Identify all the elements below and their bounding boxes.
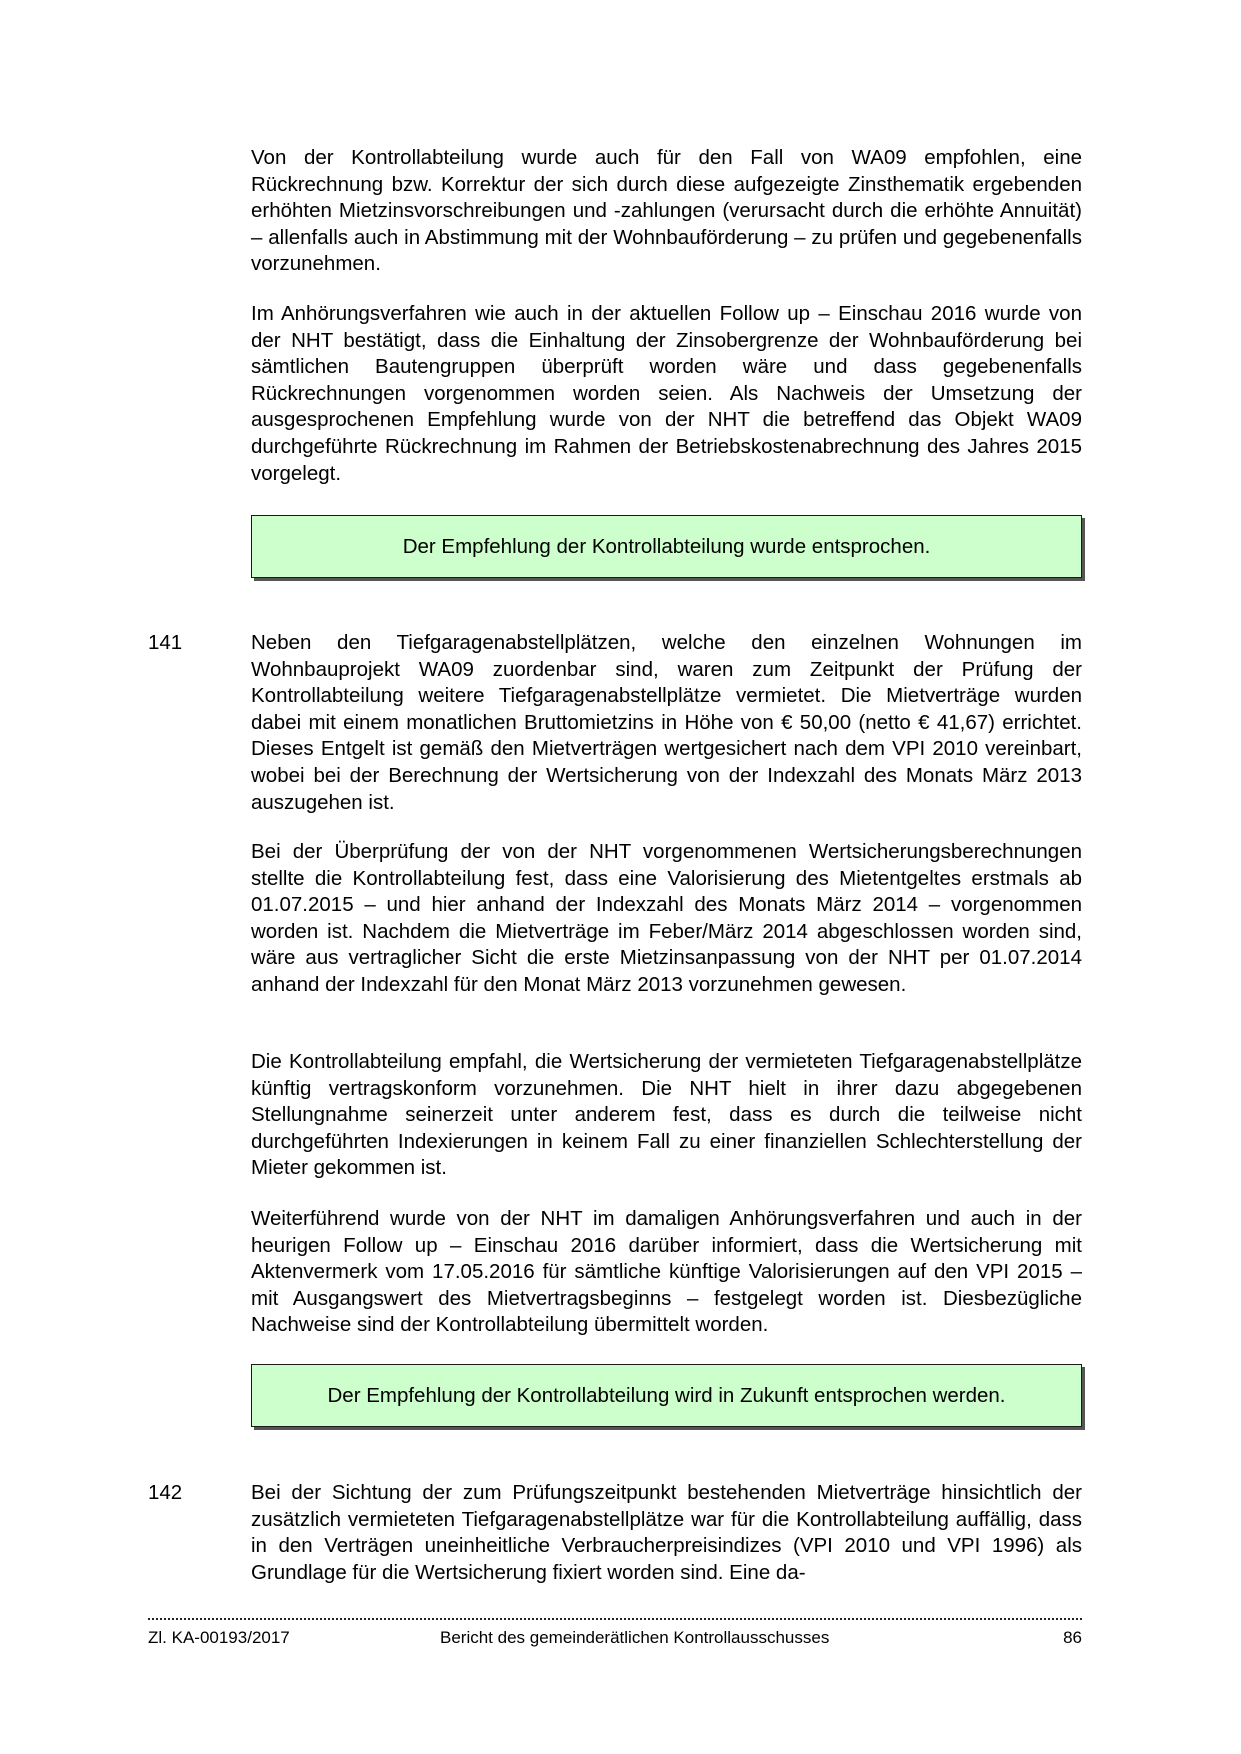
- callout-text: Der Empfehlung der Kontrollabteilung wird in Zukunft entsprochen werden.: [327, 1383, 1006, 1407]
- paragraph-garage-rentals: Neben den Tiefgaragenabstellplätzen, welche den einzelnen Wohnungen im Wohnbauprojekt WA09 zuordenbar sind, waren zum Zeitpunkt der Prüfung der Kontrollabteilung weitere Tiefgaragenabstellplätze vermietet. Die Mietverträge wurden dabei mit einem monatlichen Bruttomietzins in Höhe von € 50,00 (netto € 41,67) errichtet. Dieses Entgelt ist gemäß den Mietverträgen wertgesichert nach dem VPI 2010 vereinbart, wobei bei der Berechnung der Wertsicherung von der Indexzahl des Monats März 2013 auszugehen ist.: [251, 631, 1082, 814]
- footer-reference: Zl. KA-00193/2017: [148, 1628, 290, 1647]
- footer-title: Bericht des gemeinderätlichen Kontrollausschusses: [440, 1628, 830, 1647]
- callout-recommendation-fulfilled: [251, 515, 1082, 578]
- paragraph-number-142: 142: [148, 1481, 183, 1504]
- paragraph-recommendation-indexation: Die Kontrollabteilung empfahl, die Wertsicherung der vermieteten Tiefgaragenabstellplätze künftig vertragskonform vorzunehmen. Die NHT hielt in ihrer dazu abgegebenen Stellungnahme seinerzeit unter anderem fest, dass es durch die teilweise nicht durchgeführten Indexierungen in keinem Fall zu einer finanziellen Schlechterstellung der Mieter gekommen ist.: [251, 1050, 1082, 1180]
- paragraph-consumer-price-indices: Bei der Sichtung der zum Prüfungszeitpunkt bestehenden Mietverträge hinsichtlich der zusätzlich vermieteten Tiefgaragenabstellplätze war für die Kontrollabteilung auffällig, dass in den Verträgen uneinheitliche Verbraucherpreisindizes (VPI 2010 und VPI 1996) als Grundlage für die Wertsicherung fixiert worden sind. Eine da-: [251, 1481, 1082, 1584]
- footer-page-number: 86: [1063, 1628, 1082, 1647]
- callout-recommendation-future: [251, 1364, 1082, 1427]
- paragraph-indexation-review: Bei der Überprüfung der von der NHT vorgenommenen Wertsicherungsberechnungen stellte die Kontrollabteilung fest, dass eine Valorisierung des Mietentgeltes erstmals ab 01.07.2015 – und hier anhand der Indexzahl des Monats März 2014 – vorgenommen worden ist. Nachdem die Mietverträge im Feber/März 2014 abgeschlossen worden sind, wäre aus vertraglicher Sicht die erste Mietzinsanpassung von der NHT per 01.07.2014 anhand der Indexzahl für den Monat März 2013 vorzunehmen gewesen.: [251, 840, 1082, 996]
- callout-text: Der Empfehlung der Kontrollabteilung wurde entsprochen.: [402, 534, 931, 558]
- paragraph-hearing-procedure: Im Anhörungsverfahren wie auch in der aktuellen Follow up – Einschau 2016 wurde von der NHT bestätigt, dass die Einhaltung der Zinsobergrenze der Wohnbauförderung bei sämtlichen Bautengruppen überprüft worden wäre und dass gegebenenfalls Rückrechnungen vorgenommen worden seien. Als Nachweis der Umsetzung der ausgesprochenen Empfehlung wurde von der NHT die betreffend das Objekt WA09 durchgeführte Rückrechnung im Rahmen der Betriebskostenabrechnung des Jahres 2015 vorgelegt.: [251, 302, 1082, 485]
- paragraph-recommendation-recalculation: Von der Kontrollabteilung wurde auch für den Fall von WA09 empfohlen, eine Rückrechnung bzw. Korrektur der sich durch diese aufgezeigte Zinsthematik ergebenden erhöhten Mietzinsvorschreibungen und -zahlungen (verursacht durch die erhöhte Annuität) – allenfalls auch in Abstimmung mit der Wohnbauförderung – zu prüfen und gegebenenfalls vorzunehmen.: [251, 146, 1082, 276]
- paragraph-number-141: 141: [148, 631, 183, 654]
- footer-divider: [148, 1618, 1082, 1620]
- paragraph-follow-up-info: Weiterführend wurde von der NHT im damaligen Anhörungsverfahren und auch in der heurigen Follow up – Einschau 2016 darüber informiert, dass die Wertsicherung mit Aktenvermerk vom 17.05.2016 für sämtliche künftige Valorisierungen auf den VPI 2015 – mit Ausgangswert des Mietvertragsbeginns – festgelegt worden ist. Diesbezügliche Nachweise sind der Kontrollabteilung übermittelt worden.: [251, 1207, 1082, 1337]
